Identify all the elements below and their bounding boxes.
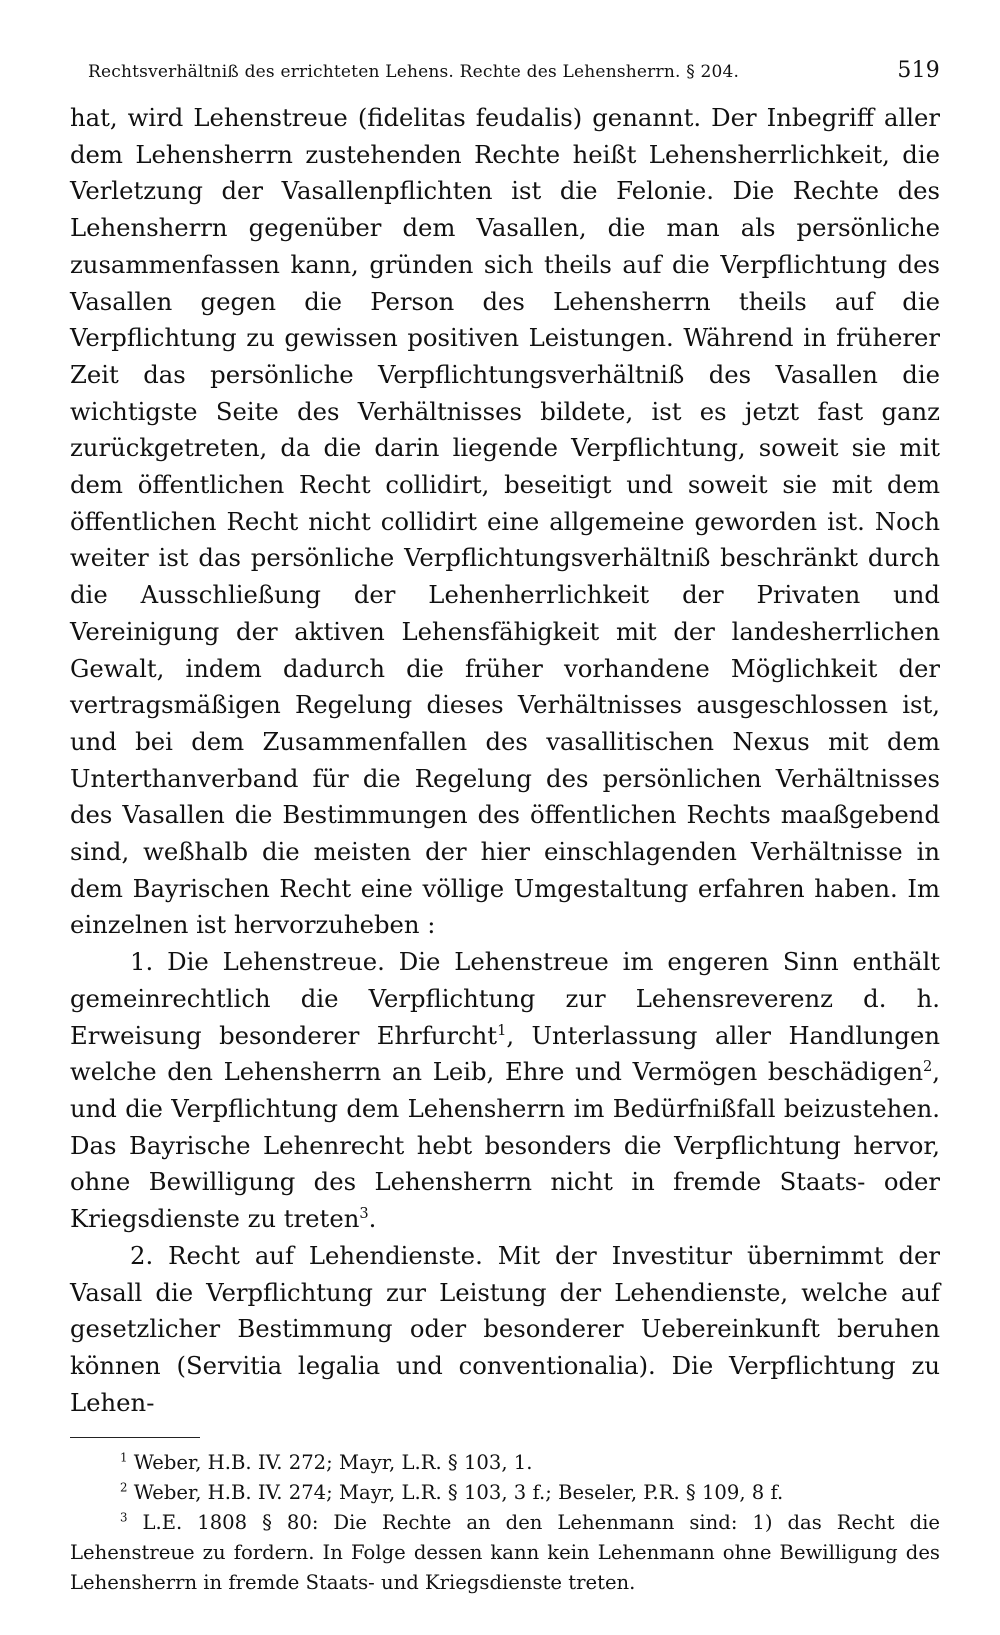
footnote-1 (70, 1448, 940, 1478)
text-segment: . (368, 1204, 377, 1234)
footnote-marker: 2 (120, 1480, 128, 1495)
main-text (70, 100, 940, 1421)
footnote-text: Weber, H.B. IV. 274; Mayr, L.R. § 103, 3 f.; Beseler, P.R. § 109, 8 f. (133, 1481, 784, 1505)
footnote-ref-2: 2 (922, 1058, 933, 1076)
footnote-3 (70, 1508, 940, 1598)
footnote-ref-3: 3 (359, 1205, 369, 1222)
footnote-text: L.E. 1808 § 80: Die Rechte an den Lehenmann sind: 1) das Recht die Lehenstreue zu fordern. In Folge dessen kann kein Lehenmann ohne Bewilligung des Lehensherrn in fremde Staats- und Kriegsdienste treten. (70, 1511, 940, 1595)
paragraph-lehendienste: 2. Recht auf Lehendienste. Mit der Investitur übernimmt der Vasall die Verpflichtung zur Leistung der Lehendienste, welche auf gesetzlicher Bestimmung oder besonderer Uebereinkunft beruhen können (Servitia legalia und conventionalia). Die Verpflichtung zu Lehen- (70, 1240, 940, 1417)
footnotes (70, 1448, 940, 1598)
footnote-ref-1: 1 (497, 1021, 507, 1039)
text-segment: 1. Die Lehenstreue. Die Lehenstreue im engeren Sinn enthält gemeinrechtlich die Verpflichtung zur Lehensreverenz d. h. Erweisung besonderer Ehrfurcht (70, 947, 940, 1050)
running-title: Rechtsverhältniß des errichteten Lehens. Rechte des Lehensherrn. § 204. (88, 62, 740, 82)
paragraph-lehenstreue (70, 944, 940, 1238)
footnote-marker: 1 (120, 1450, 128, 1465)
text-segment: , Unterlassung aller Handlungen welche den Lehensherrn an Leib, Ehre und Vermögen beschädigen (70, 1020, 940, 1087)
paragraph-intro: hat, wird Lehenstreue (fidelitas feudalis) genannt. Der Inbegriff aller dem Lehensherrn zustehenden Rechte heißt Lehensherrlichkeit, die Verletzung der Vasallenpflichten ist die Felonie. Die Rechte des Lehensherrn gegenüber dem Vasallen, die man als persönliche zusammenfassen kann, gründen sich theils auf die Verpflichtung des Vasallen gegen die Person des Lehensherrn theils auf die Verpflichtung zu gewissen positiven Leistungen. Während in früherer Zeit das persönliche Verpflichtungsverhältniß des Vasallen die wichtigste Seite des Verhältnisses bildete, ist es jetzt fast ganz zurückgetreten, da die darin liegende Verpflichtung, soweit sie mit dem öffentlichen Recht collidirt, beseitigt und soweit sie mit dem öffentlichen Recht nicht collidirt eine allgemeine geworden ist. Noch weiter ist das persönliche Verpflichtungsverhältniß beschränkt durch die Ausschließung der Lehenherrlichkeit der Privaten und Vereinigung der aktiven Lehensfähigkeit mit der landesherrlichen Gewalt, indem dadurch die früher vorhandene Möglichkeit der vertragsmäßigen Regelung dieses Verhältnisses ausgeschlossen ist, und bei dem Zusammenfallen des vasallitischen Nexus mit dem Unterthanverband für die Regelung des persönlichen Verhältnisses des Vasallen die Bestimmungen des öffentlichen Rechts maaßgebend sind, weßhalb die meisten der hier einschlagenden Verhältnisse in dem Bayrischen Recht eine völlige Umgestaltung erfahren haben. Im einzelnen ist hervorzuheben : (70, 103, 940, 940)
text-segment: , und die Verpflichtung dem Lehensherrn im Bedürfnißfall beizustehen. Das Bayrische Lehenrecht hebt besonders die Verpflichtung hervor, ohne Bewilligung des Lehensherrn nicht in fremde Staats- oder Kriegsdienste zu treten (70, 1057, 940, 1234)
page-number: 519 (897, 58, 940, 83)
book-page (70, 58, 940, 1598)
footnote-divider (70, 1437, 200, 1438)
running-header (70, 58, 940, 100)
footnote-text: Weber, H.B. IV. 272; Mayr, L.R. § 103, 1. (133, 1451, 533, 1475)
footnote-marker: 3 (120, 1510, 128, 1525)
footnote-2 (70, 1478, 940, 1508)
